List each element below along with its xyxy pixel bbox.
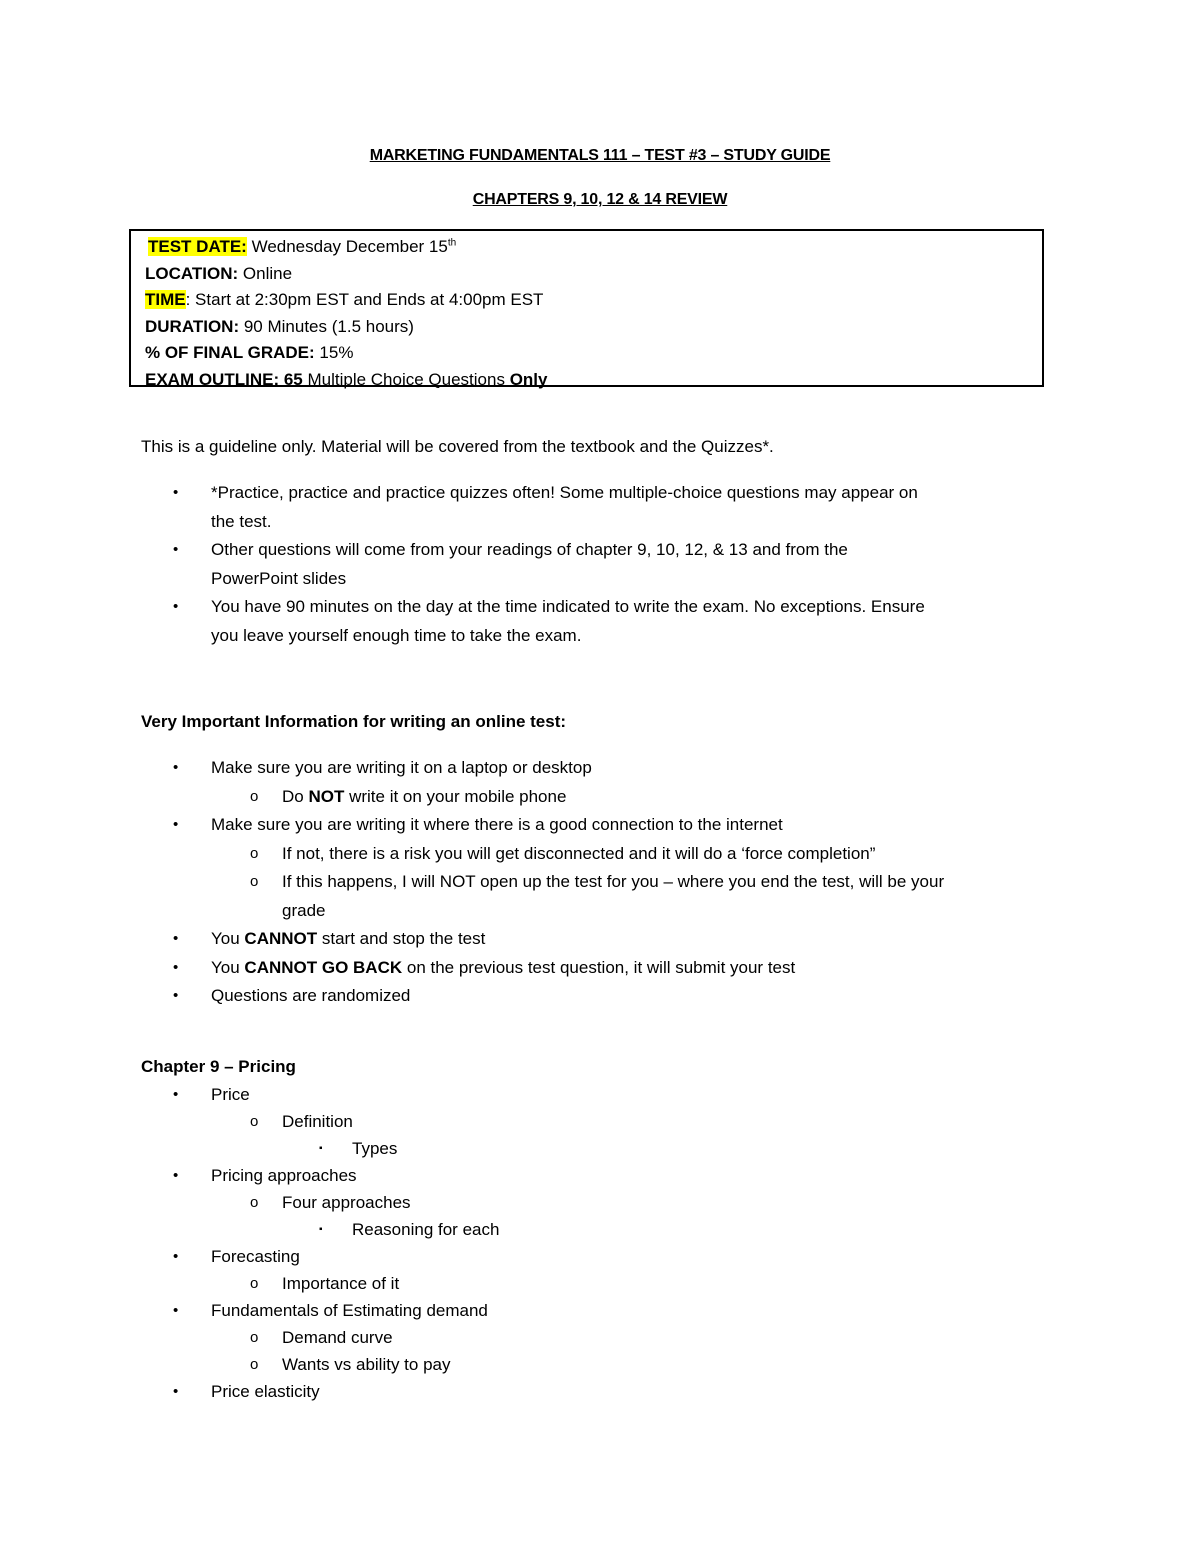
list-item: o If this happens, I will NOT open up the test for you – where you end the test, will be your grade — [141, 868, 1101, 925]
bullet-icon: • — [173, 1248, 179, 1265]
time-label: TIME — [145, 290, 186, 309]
list-item: • Make sure you are writing it where there is a good connection to the internet — [141, 811, 1101, 840]
list-item: • You CANNOT GO BACK on the previous test question, it will submit your test — [141, 954, 1101, 983]
bullet-icon: • — [173, 930, 179, 947]
list-item: ▪ Types — [141, 1135, 1101, 1162]
chapter9-heading: Chapter 9 – Pricing — [141, 1057, 296, 1076]
list-item: o Definition — [141, 1108, 1101, 1135]
bullet-icon: • — [173, 1167, 179, 1184]
list-item: o Importance of it — [141, 1270, 1101, 1297]
exam-info-box — [129, 229, 1044, 387]
list-item: • Price — [141, 1081, 1101, 1108]
grade-row — [145, 340, 1042, 367]
location-row — [145, 261, 1042, 288]
time-value: : Start at 2:30pm EST and Ends at 4:00pm EST — [185, 290, 544, 309]
duration-value: 90 Minutes (1.5 hours) — [239, 316, 414, 336]
list-item: • You have 90 minutes on the day at the time indicated to write the exam. No exceptions. Ensure you leave yourself enough time to take the exam. — [141, 593, 1101, 650]
document-title: MARKETING FUNDAMENTALS 111 – TEST #3 – STUDY GUIDE — [369, 147, 831, 164]
list-item: • Forecasting — [141, 1243, 1101, 1270]
list-item: • Questions are randomized — [141, 982, 1101, 1011]
list-item: • Fundamentals of Estimating demand — [141, 1297, 1101, 1324]
circle-bullet-icon: o — [250, 1356, 259, 1373]
circle-bullet-icon: o — [250, 1113, 259, 1130]
duration-row — [145, 314, 1042, 341]
list-item: • Price elasticity — [141, 1378, 1101, 1405]
bullet-icon: • — [173, 1302, 179, 1319]
outline-only: Only — [504, 369, 548, 389]
list-item: • Make sure you are writing it on a laptop or desktop — [141, 754, 1101, 783]
bullet-icon: • — [173, 759, 179, 776]
list-item: o Demand curve — [141, 1324, 1101, 1351]
circle-bullet-icon: o — [250, 844, 259, 862]
bullet-icon: • — [173, 987, 179, 1004]
circle-bullet-icon: o — [250, 1194, 259, 1211]
outline-label: EXAM OUTLINE: 65 — [145, 369, 303, 389]
list-item: o Do NOT write it on your mobile phone — [141, 783, 1101, 812]
grade-label: % OF FINAL GRADE: — [145, 343, 315, 362]
chapter9-list — [141, 1081, 1101, 1405]
test-date-suffix: th — [447, 237, 457, 249]
test-date-label: TEST DATE: — [148, 237, 247, 256]
time-row — [145, 287, 1042, 314]
document-subtitle: CHAPTERS 9, 10, 12 & 14 REVIEW — [472, 191, 728, 208]
square-bullet-icon: ▪ — [319, 1143, 323, 1154]
list-item: o Wants vs ability to pay — [141, 1351, 1101, 1378]
bullet-icon: • — [173, 1383, 179, 1400]
square-bullet-icon: ▪ — [319, 1224, 323, 1235]
online-test-heading: Very Important Information for writing an online test: — [141, 712, 567, 731]
test-date-value: Wednesday December 15 — [246, 237, 448, 256]
location-value: Online — [238, 263, 293, 283]
bullet-icon: • — [173, 958, 179, 976]
list-item: • Pricing approaches — [141, 1162, 1101, 1189]
bullet-icon: • — [173, 1086, 179, 1103]
list-item: o Four approaches — [141, 1189, 1101, 1216]
guideline-list — [141, 479, 1101, 650]
duration-label: DURATION: — [145, 316, 240, 336]
bullet-icon: • — [173, 598, 179, 615]
bullet-icon: • — [173, 541, 179, 558]
circle-bullet-icon: o — [250, 1275, 259, 1292]
test-date-row — [145, 234, 1042, 261]
guideline-intro: This is a guideline only. Material will be covered from the textbook and the Quizzes*. — [141, 437, 774, 456]
bullet-icon: • — [173, 484, 179, 501]
grade-value: 15% — [314, 343, 354, 362]
list-item: ▪ Reasoning for each — [141, 1216, 1101, 1243]
list-item: • *Practice, practice and practice quizzes often! Some multiple-choice questions may appear on the test. — [141, 479, 1101, 536]
circle-bullet-icon: o — [250, 787, 259, 805]
list-item: o If not, there is a risk you will get disconnected and it will do a ‘force completion” — [141, 840, 1101, 869]
online-test-list — [141, 754, 1101, 1011]
outline-row — [145, 367, 1042, 394]
list-item: • Other questions will come from your readings of chapter 9, 10, 12, & 13 and from the PowerPoint slides — [141, 536, 1101, 593]
circle-bullet-icon: o — [250, 873, 259, 890]
circle-bullet-icon: o — [250, 1329, 259, 1346]
outline-value: Multiple Choice Questions — [302, 369, 505, 389]
list-item: • You CANNOT start and stop the test — [141, 925, 1101, 954]
bullet-icon: • — [173, 816, 179, 833]
location-label: LOCATION: — [145, 263, 239, 283]
